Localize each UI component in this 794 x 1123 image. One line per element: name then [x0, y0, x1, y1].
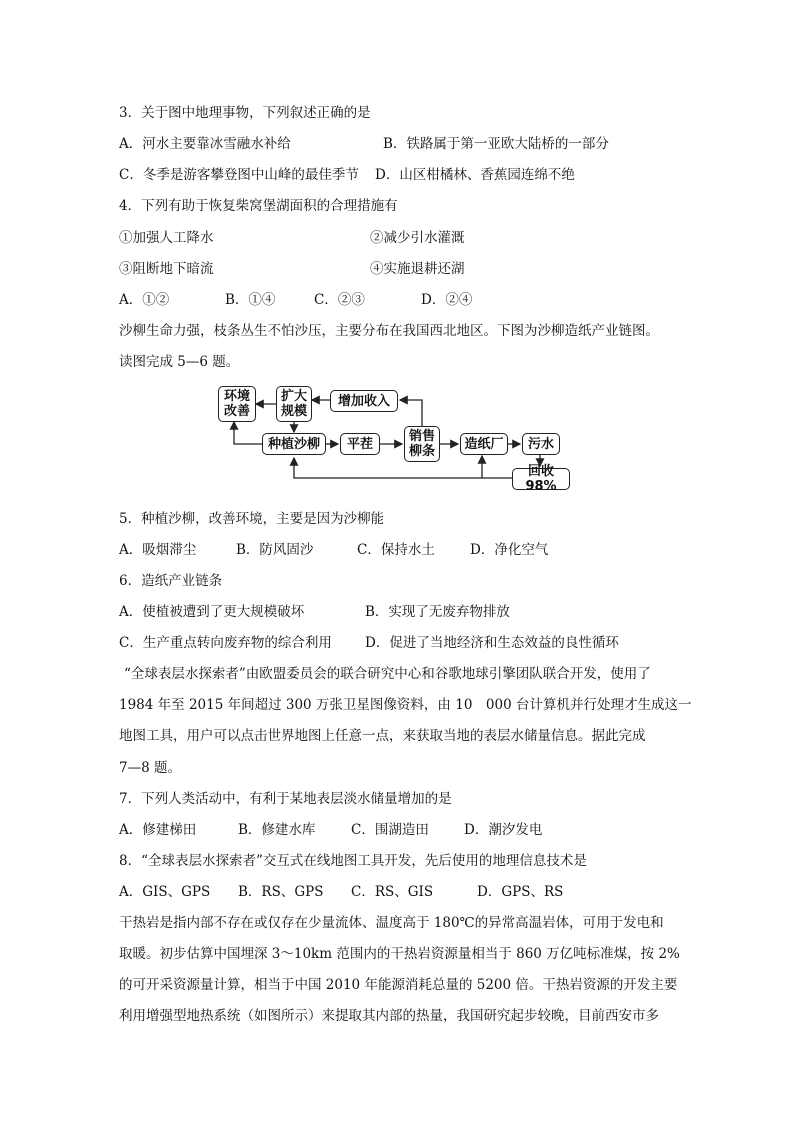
intro-7-8-line-2: 1984 年至 2015 年间超过 300 万张卫星图像资料，由 10 000 台计算机并行处理才生成这一: [119, 697, 692, 713]
question-3-option-b: B．铁路属于第一亚欧大陆桥的一部分: [383, 136, 609, 152]
paper-industry-chain-diagram: [218, 382, 578, 494]
question-8-stem: 8．“全球表层水探索者”交互式在线地图工具开发，先后使用的地理信息技术是: [119, 853, 587, 869]
question-8-option-b: B．RS、GPS: [238, 884, 324, 900]
question-6-option-a: A．使植被遭到了更大规模破坏: [119, 604, 305, 620]
intro-hdr-line-4: 利用增强型地热系统（如图所示）来提取其内部的热量，我国研究起步较晚，目前西安市多: [119, 1008, 659, 1024]
question-3-option-c: C．冬季是游客攀登图中山峰的最佳季节: [119, 167, 359, 183]
question-8-option-d: D．GPS、RS: [477, 884, 564, 900]
intro-5-6-line-2: 读图完成 5—6 题。: [119, 354, 240, 370]
question-5-option-a: A．吸烟滞尘: [119, 542, 197, 558]
question-6-option-c: C．生产重点转向废弃物的综合利用: [119, 635, 332, 651]
question-7-option-d: D．潮汐发电: [464, 822, 543, 838]
question-5-option-c: C．保持水土: [357, 542, 435, 558]
question-7-option-b: B．修建水库: [238, 822, 316, 838]
box-recycle: 回收98%: [512, 468, 570, 490]
intro-7-8-line-1: “全球表层水探索者”由欧盟委员会的联合研究中心和谷歌地球引擎团队联合开发，使用了: [124, 666, 651, 682]
question-4-option-d: D．②④: [421, 292, 473, 308]
question-3-option-d: D．山区柑橘林、香蕉园连绵不绝: [375, 167, 575, 183]
question-6-option-b: B．实现了无废弃物排放: [365, 604, 510, 620]
box-sell-wicker: [404, 426, 440, 462]
question-8-option-c: C．RS、GIS: [351, 884, 434, 900]
box-increase-income: 增加收入: [330, 390, 398, 412]
question-7-option-c: C．围湖造田: [351, 822, 429, 838]
box-environment-improved: [218, 386, 256, 422]
box-sell-line-2: 柳条: [408, 444, 435, 459]
intro-hdr-line-1: 干热岩是指内部不存在或仅存在少量流体、温度高于 180℃的异常高温岩体，可用于发电和: [119, 915, 664, 931]
box-expand-line-2: 规模: [280, 404, 307, 419]
intro-5-6-line-1: 沙柳生命力强，枝条丛生不怕沙压，主要分布在我国西北地区。下图为沙柳造纸产业链图。: [119, 323, 659, 339]
question-6-option-d: D．促进了当地经济和生态效益的良性循环: [365, 635, 619, 651]
intro-7-8-line-3: 地图工具，用户可以点击世界地图上任意一点，来获取当地的表层水储量信息。据此完成: [119, 728, 646, 744]
box-coppicing: 平茬: [340, 433, 380, 455]
question-4-option-a: A．①②: [119, 292, 170, 308]
question-5-stem: 5．种植沙柳，改善环境，主要是因为沙柳能: [119, 511, 385, 527]
box-environment-line-1: 环境: [223, 389, 250, 404]
box-paper-mill: 造纸厂: [460, 433, 508, 455]
question-4-option-c: C．②③: [314, 292, 365, 308]
question-6-stem: 6．造纸产业链条: [119, 573, 223, 589]
box-plant-salix: 种植沙柳: [262, 433, 326, 455]
question-4-measure-4: ④实施退耕还湖: [370, 261, 465, 277]
question-4-measure-3: ③阻断地下暗流: [119, 261, 214, 277]
intro-hdr-line-3: 的可开采资源量计算，相当于中国 2010 年能源消耗总量的 5200 倍。干热岩资源的开发主要: [119, 977, 678, 993]
box-sewage: 污水: [522, 433, 560, 455]
box-expand-scale: [276, 386, 312, 422]
question-4-stem: 4．下列有助于恢复柴窝堡湖面积的合理措施有: [119, 198, 398, 214]
question-7-option-a: A．修建梯田: [119, 822, 197, 838]
intro-7-8-line-4: 7—8 题。: [119, 760, 181, 776]
intro-hdr-line-2: 取暖。初步估算中国埋深 3～10km 范围内的干热岩资源量相当于 860 万亿吨标准煤，按 2%: [119, 946, 680, 962]
box-environment-line-2: 改善: [223, 404, 250, 419]
question-7-stem: 7．下列人类活动中，有利于某地表层淡水储量增加的是: [119, 791, 452, 807]
question-8-option-a: A．GIS、GPS: [119, 884, 211, 900]
question-5-option-d: D．净化空气: [470, 542, 549, 558]
question-3-stem: 3．关于图中地理事物，下列叙述正确的是: [119, 105, 371, 121]
question-4-option-b: B．①④: [225, 292, 276, 308]
box-expand-line-1: 扩大: [280, 389, 307, 404]
question-3-option-a: A．河水主要靠冰雪融水补给: [119, 136, 291, 152]
question-5-option-b: B．防风固沙: [236, 542, 314, 558]
question-4-measure-1: ①加强人工降水: [119, 230, 214, 246]
box-sell-line-1: 销售: [408, 429, 435, 444]
question-4-measure-2: ②减少引水灌溉: [370, 230, 465, 246]
